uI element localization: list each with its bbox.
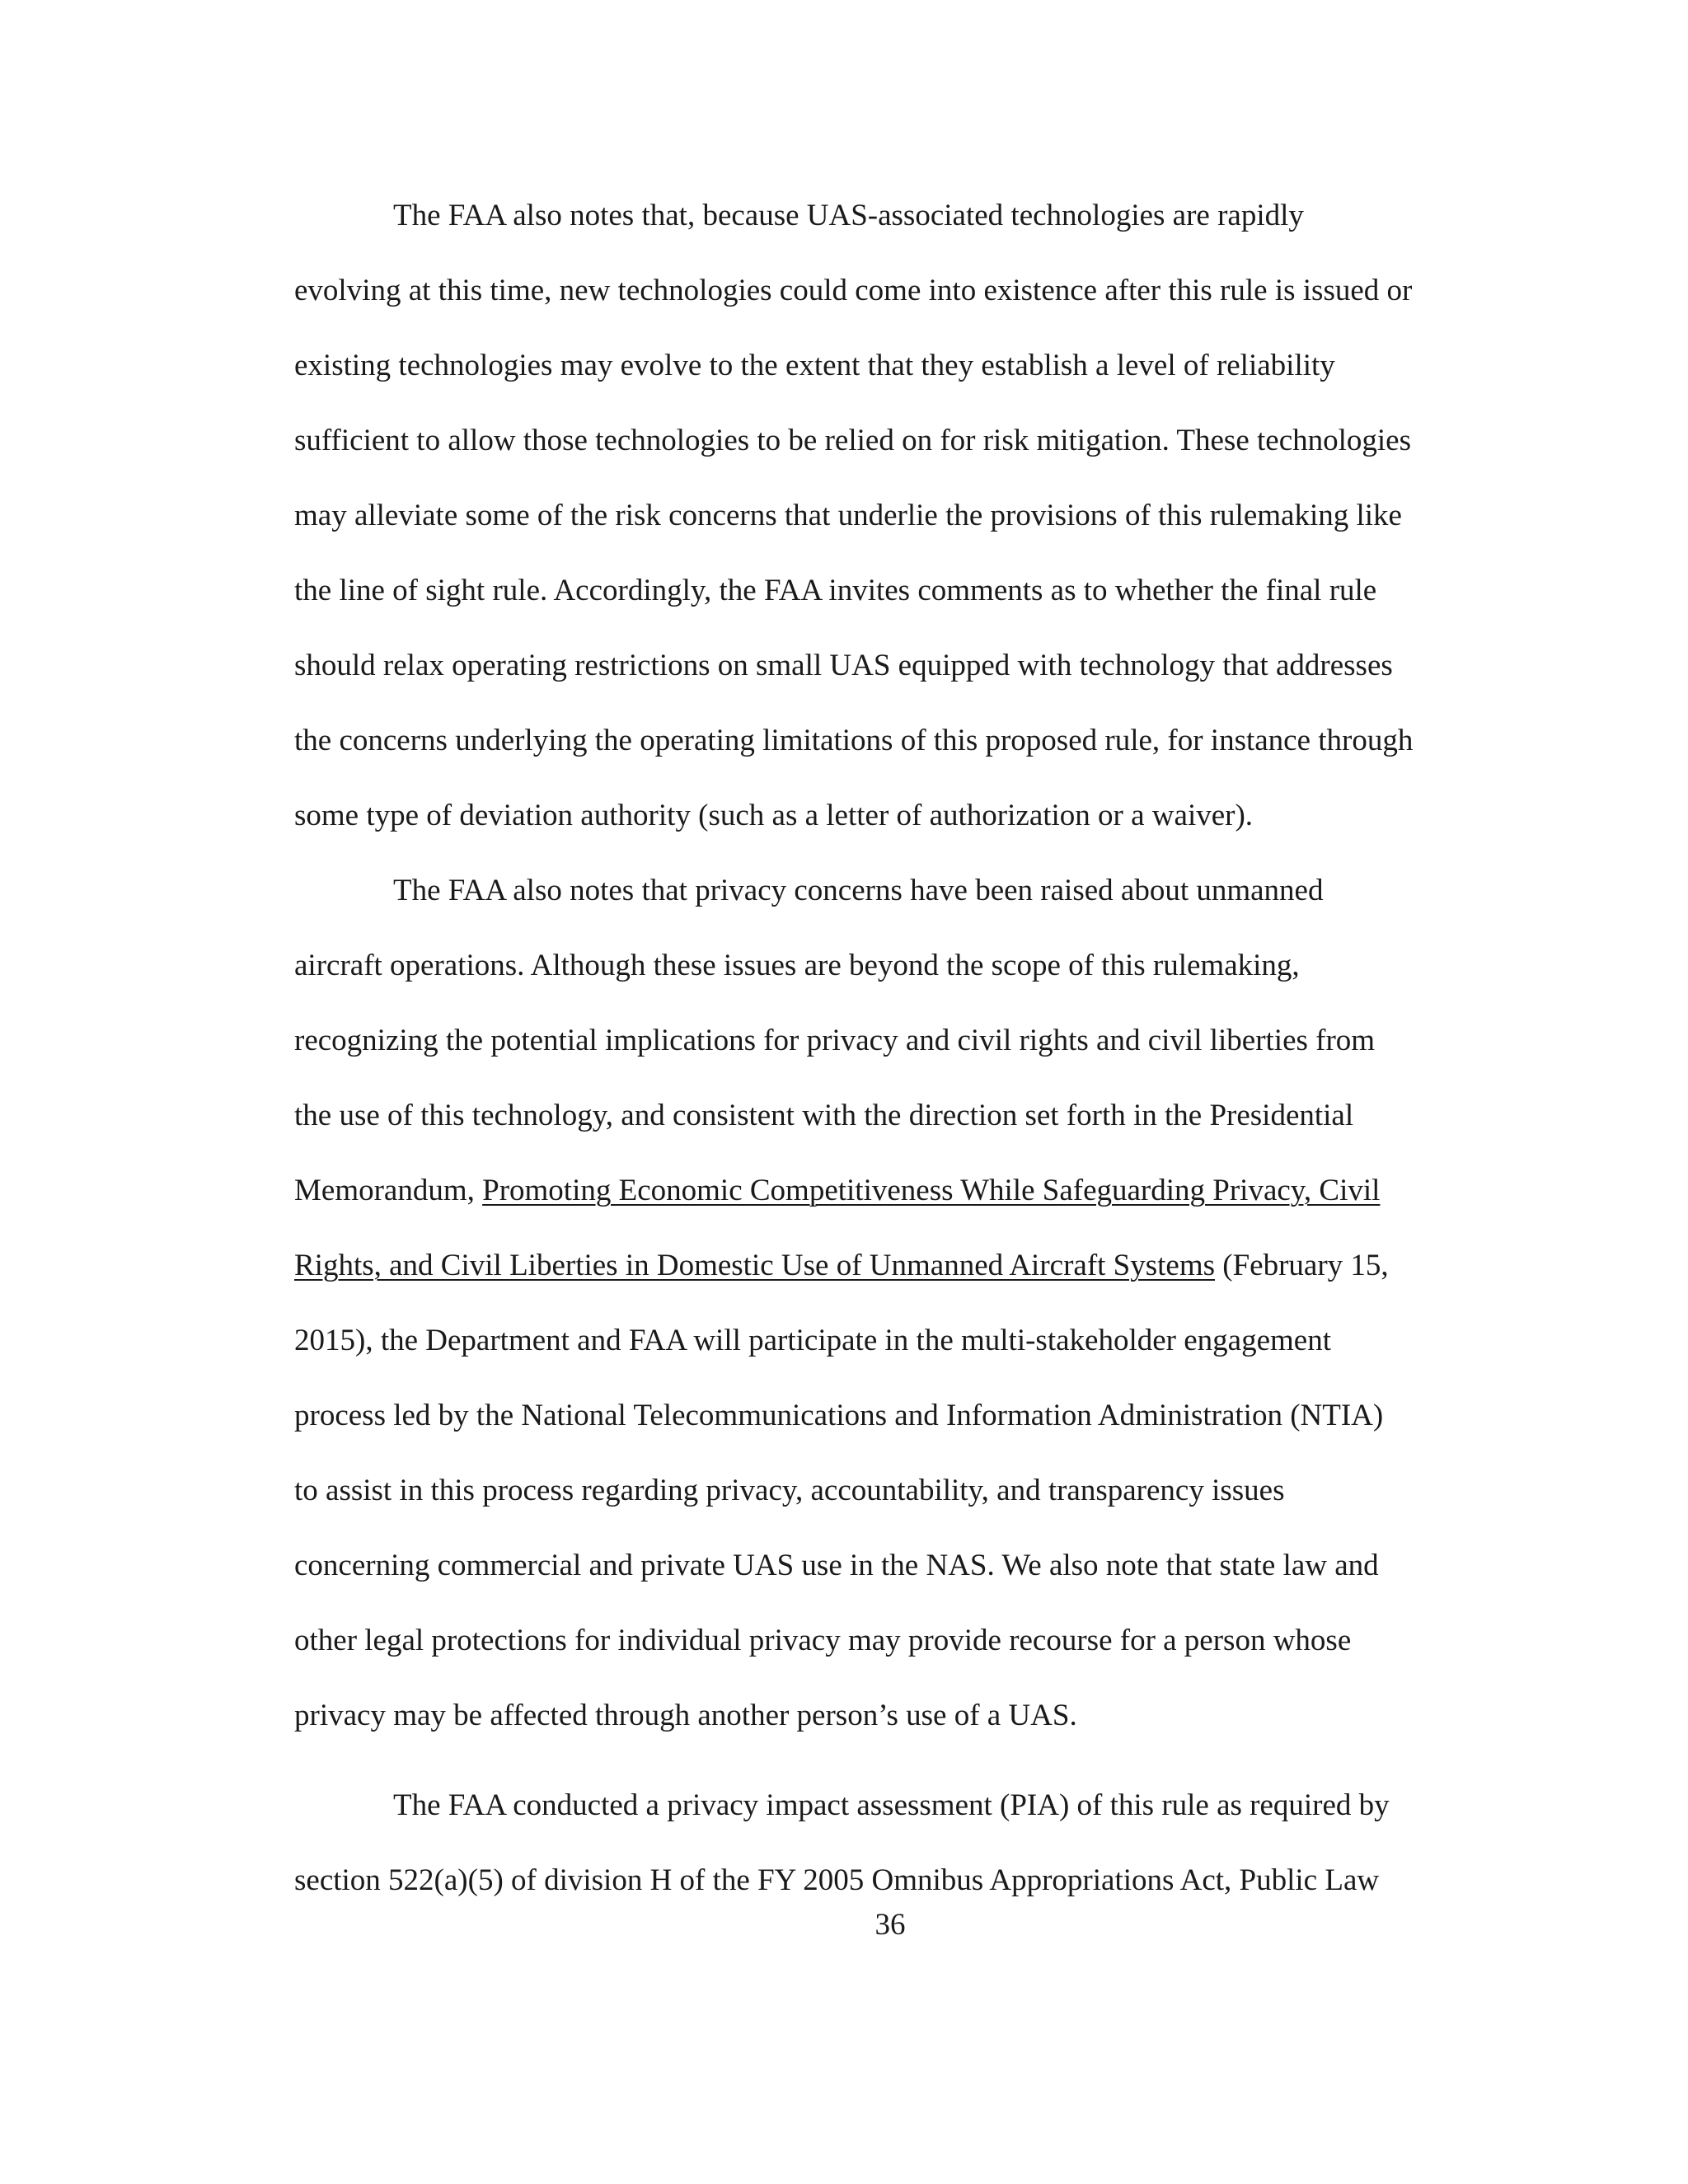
paragraph-line: some type of deviation authority (such as a letter of authorization or a waiver).	[294, 799, 1254, 832]
paragraph-line: The FAA conducted a privacy impact assessment (PIA) of this rule as required by	[393, 1788, 1390, 1822]
paragraph-line: 2015), the Department and FAA will participate in the multi-stakeholder engagement	[294, 1324, 1331, 1357]
paragraph-line: privacy may be affected through another person’s use of a UAS.	[294, 1699, 1077, 1732]
paragraph-line: recognizing the potential implications for privacy and civil rights and civil liberties from	[294, 1024, 1376, 1057]
paragraph-line: the line of sight rule. Accordingly, the FAA invites comments as to whether the final rule	[294, 574, 1377, 607]
paragraph-line: The FAA also notes that privacy concerns have been raised about unmanned	[393, 874, 1324, 907]
paragraph-line: section 522(a)(5) of division H of the FY 2005 Omnibus Appropriations Act, Public Law	[294, 1863, 1380, 1897]
page-number: 36	[874, 1908, 906, 1942]
paragraph-line: process led by the National Telecommunications and Information Administration (NTIA)	[294, 1399, 1384, 1432]
paragraph-line: other legal protections for individual privacy may provide recourse for a person whose	[294, 1624, 1352, 1657]
line-text: (February 15,	[1215, 1249, 1389, 1282]
paragraph-line: The FAA also notes that, because UAS-associated technologies are rapidly	[393, 199, 1304, 232]
paragraph-line	[294, 1173, 1380, 1209]
paragraph-line: the use of this technology, and consistent with the direction set forth in the Presidential	[294, 1099, 1354, 1132]
paragraph-line: may alleviate some of the risk concerns that underlie the provisions of this rulemaking like	[294, 499, 1402, 532]
memorandum-title-part-2: Rights, and Civil Liberties in Domestic Use of Unmanned Aircraft Systems	[294, 1249, 1216, 1282]
paragraph-line: evolving at this time, new technologies could come into existence after this rule is issued or	[294, 274, 1413, 307]
paragraph-line: to assist in this process regarding privacy, accountability, and transparency issues	[294, 1474, 1285, 1507]
paragraph-line	[294, 1248, 1389, 1284]
paragraph-line: should relax operating restrictions on small UAS equipped with technology that addresses	[294, 649, 1393, 682]
paragraph-line: aircraft operations. Although these issues are beyond the scope of this rulemaking,	[294, 949, 1300, 982]
line-text: Memorandum,	[294, 1174, 483, 1207]
paragraph-line: concerning commercial and private UAS use in the NAS. We also note that state law and	[294, 1549, 1379, 1582]
paragraph-line: sufficient to allow those technologies to be relied on for risk mitigation. These technologies	[294, 424, 1411, 457]
paragraph-line: the concerns underlying the operating limitations of this proposed rule, for instance through	[294, 724, 1414, 757]
memorandum-title-part-1: Promoting Economic Competitiveness While Safeguarding Privacy, Civil	[482, 1174, 1381, 1207]
paragraph-line: existing technologies may evolve to the extent that they establish a level of reliability	[294, 349, 1335, 382]
